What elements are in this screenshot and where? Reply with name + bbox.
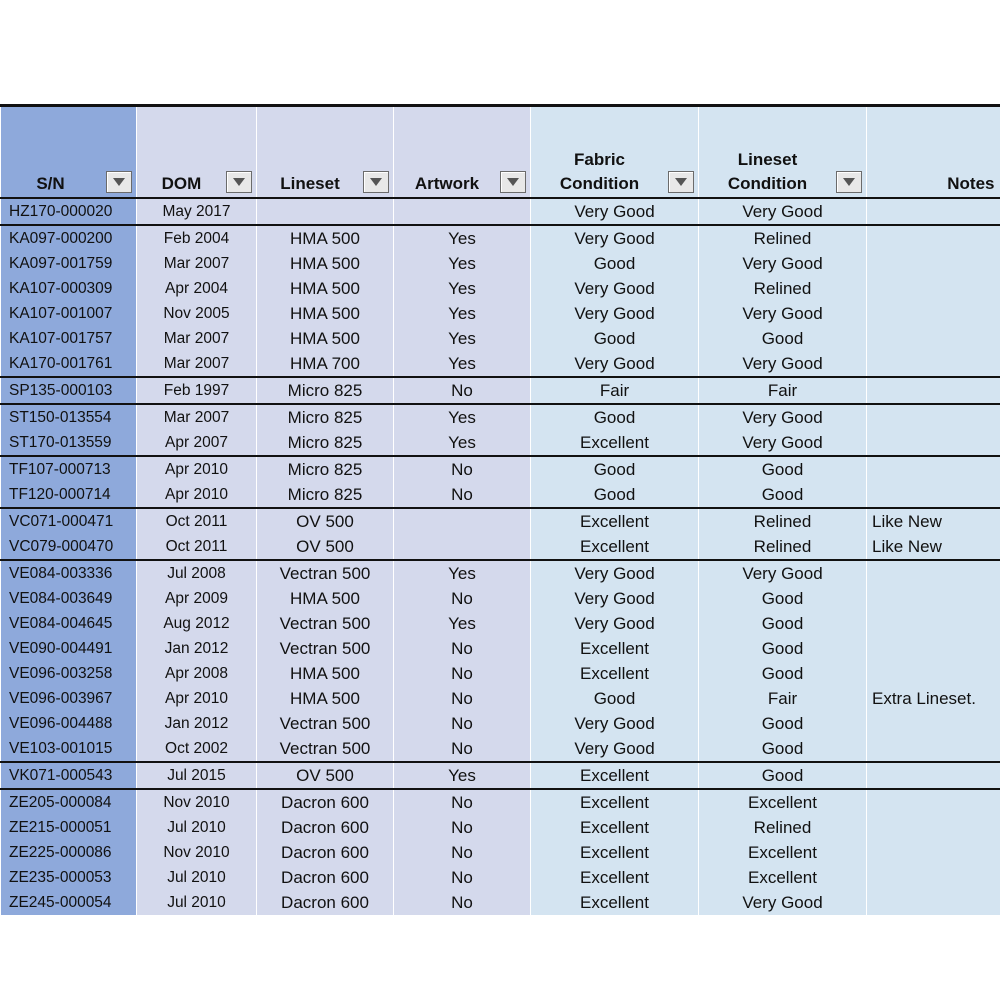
- cell-lineset[interactable]: HMA 500: [257, 326, 394, 351]
- cell-lineset-condition[interactable]: Very Good: [699, 404, 867, 430]
- header-lineset-cond-line1: Lineset: [737, 150, 798, 169]
- cell-sn[interactable]: ST170-013559: [1, 430, 137, 456]
- cell-dom[interactable]: Apr 2010: [137, 482, 257, 508]
- cell-notes[interactable]: [867, 301, 1000, 326]
- filter-lineset-dropdown-icon[interactable]: [363, 171, 389, 193]
- table-row: [1, 404, 1000, 430]
- table-row: [1, 865, 1000, 890]
- cell-notes[interactable]: [867, 789, 1000, 815]
- cell-lineset[interactable]: [257, 198, 394, 225]
- cell-dom[interactable]: Jul 2010: [137, 890, 257, 915]
- cell-lineset[interactable]: Vectran 500: [257, 636, 394, 661]
- cell-artwork[interactable]: Yes: [394, 560, 531, 586]
- table-row: [1, 326, 1000, 351]
- cell-fabric-condition[interactable]: Excellent: [531, 636, 699, 661]
- cell-sn[interactable]: TF120-000714: [1, 482, 137, 508]
- cell-lineset-condition[interactable]: Relined: [699, 815, 867, 840]
- cell-fabric-condition[interactable]: Very Good: [531, 736, 699, 762]
- header-fabric-line1: Fabric: [573, 150, 626, 169]
- cell-artwork[interactable]: No: [394, 736, 531, 762]
- cell-dom[interactable]: Jan 2012: [137, 711, 257, 736]
- cell-fabric-condition[interactable]: Excellent: [531, 762, 699, 789]
- cell-lineset[interactable]: HMA 500: [257, 225, 394, 251]
- table-row: [1, 351, 1000, 377]
- cell-dom[interactable]: Nov 2010: [137, 840, 257, 865]
- cell-fabric-condition[interactable]: Very Good: [531, 225, 699, 251]
- cell-notes[interactable]: [867, 636, 1000, 661]
- cell-lineset-condition[interactable]: Good: [699, 482, 867, 508]
- cell-dom[interactable]: Jul 2008: [137, 560, 257, 586]
- cell-lineset[interactable]: Dacron 600: [257, 865, 394, 890]
- cell-dom[interactable]: Oct 2011: [137, 508, 257, 534]
- cell-fabric-condition[interactable]: Excellent: [531, 789, 699, 815]
- filter-artwork-dropdown-icon[interactable]: [500, 171, 526, 193]
- cell-artwork[interactable]: Yes: [394, 251, 531, 276]
- cell-artwork[interactable]: No: [394, 661, 531, 686]
- cell-sn[interactable]: VC071-000471: [1, 508, 137, 534]
- cell-dom[interactable]: Apr 2010: [137, 686, 257, 711]
- cell-notes[interactable]: [867, 586, 1000, 611]
- cell-notes[interactable]: [867, 456, 1000, 482]
- table-row: [1, 198, 1000, 225]
- cell-notes[interactable]: [867, 762, 1000, 789]
- cell-lineset[interactable]: Vectran 500: [257, 611, 394, 636]
- cell-dom[interactable]: Nov 2010: [137, 789, 257, 815]
- cell-artwork[interactable]: No: [394, 865, 531, 890]
- table-row: [1, 840, 1000, 865]
- cell-dom[interactable]: Feb 1997: [137, 377, 257, 404]
- cell-dom[interactable]: Mar 2007: [137, 351, 257, 377]
- cell-sn[interactable]: VE084-003649: [1, 586, 137, 611]
- cell-lineset-condition[interactable]: Good: [699, 586, 867, 611]
- header-artwork: [394, 106, 531, 199]
- cell-sn[interactable]: VK071-000543: [1, 762, 137, 789]
- cell-lineset[interactable]: HMA 500: [257, 251, 394, 276]
- cell-lineset[interactable]: Dacron 600: [257, 815, 394, 840]
- cell-lineset[interactable]: HMA 500: [257, 586, 394, 611]
- cell-fabric-condition[interactable]: Excellent: [531, 534, 699, 560]
- cell-artwork[interactable]: No: [394, 482, 531, 508]
- cell-sn[interactable]: VE096-003967: [1, 686, 137, 711]
- cell-fabric-condition[interactable]: Excellent: [531, 865, 699, 890]
- table-row: [1, 611, 1000, 636]
- cell-artwork[interactable]: No: [394, 815, 531, 840]
- cell-dom[interactable]: Jul 2010: [137, 815, 257, 840]
- cell-lineset-condition[interactable]: Good: [699, 711, 867, 736]
- cell-sn[interactable]: ZE225-000086: [1, 840, 137, 865]
- cell-dom[interactable]: Jul 2015: [137, 762, 257, 789]
- table-row: [1, 736, 1000, 762]
- cell-notes[interactable]: [867, 482, 1000, 508]
- cell-lineset[interactable]: Micro 825: [257, 482, 394, 508]
- cell-notes[interactable]: [867, 404, 1000, 430]
- cell-lineset-condition[interactable]: Excellent: [699, 840, 867, 865]
- cell-artwork[interactable]: Yes: [394, 762, 531, 789]
- cell-notes[interactable]: [867, 736, 1000, 762]
- cell-artwork[interactable]: No: [394, 456, 531, 482]
- cell-lineset-condition[interactable]: Very Good: [699, 890, 867, 915]
- table-row: [1, 636, 1000, 661]
- cell-artwork[interactable]: No: [394, 636, 531, 661]
- table-row: [1, 276, 1000, 301]
- cell-notes[interactable]: [867, 430, 1000, 456]
- header-row: [1, 106, 1000, 199]
- header-dom-label: DOM: [161, 174, 202, 193]
- cell-dom[interactable]: Jan 2012: [137, 636, 257, 661]
- cell-lineset-condition[interactable]: Relined: [699, 276, 867, 301]
- cell-dom[interactable]: Apr 2004: [137, 276, 257, 301]
- table-row: [1, 534, 1000, 560]
- cell-fabric-condition[interactable]: Very Good: [531, 276, 699, 301]
- cell-notes[interactable]: [867, 377, 1000, 404]
- cell-sn[interactable]: KA107-001007: [1, 301, 137, 326]
- cell-notes[interactable]: [867, 611, 1000, 636]
- cell-fabric-condition[interactable]: Very Good: [531, 586, 699, 611]
- cell-artwork[interactable]: No: [394, 686, 531, 711]
- cell-artwork[interactable]: Yes: [394, 351, 531, 377]
- cell-notes[interactable]: [867, 661, 1000, 686]
- cell-sn[interactable]: VE096-004488: [1, 711, 137, 736]
- cell-sn[interactable]: ZE235-000053: [1, 865, 137, 890]
- cell-lineset-condition[interactable]: Good: [699, 736, 867, 762]
- cell-fabric-condition[interactable]: Very Good: [531, 301, 699, 326]
- cell-lineset-condition[interactable]: Very Good: [699, 560, 867, 586]
- cell-lineset[interactable]: Micro 825: [257, 430, 394, 456]
- spreadsheet-table: [0, 104, 1000, 915]
- table-row: [1, 661, 1000, 686]
- filter-lineset-condition-dropdown-icon[interactable]: [836, 171, 862, 193]
- cell-lineset[interactable]: Dacron 600: [257, 890, 394, 915]
- table-row: [1, 586, 1000, 611]
- cell-dom[interactable]: May 2017: [137, 198, 257, 225]
- cell-notes[interactable]: [867, 890, 1000, 915]
- header-notes: [867, 106, 1000, 199]
- cell-notes[interactable]: [867, 326, 1000, 351]
- table-row: [1, 430, 1000, 456]
- cell-notes[interactable]: [867, 711, 1000, 736]
- cell-lineset-condition[interactable]: Excellent: [699, 865, 867, 890]
- cell-notes[interactable]: [867, 276, 1000, 301]
- cell-lineset-condition[interactable]: Relined: [699, 508, 867, 534]
- cell-lineset-condition[interactable]: Very Good: [699, 351, 867, 377]
- cell-fabric-condition[interactable]: Good: [531, 326, 699, 351]
- cell-dom[interactable]: Feb 2004: [137, 225, 257, 251]
- cell-notes[interactable]: [867, 865, 1000, 890]
- cell-fabric-condition[interactable]: Good: [531, 456, 699, 482]
- cell-lineset[interactable]: HMA 500: [257, 301, 394, 326]
- cell-dom[interactable]: Aug 2012: [137, 611, 257, 636]
- cell-sn[interactable]: ZE215-000051: [1, 815, 137, 840]
- cell-lineset[interactable]: HMA 700: [257, 351, 394, 377]
- cell-lineset[interactable]: Vectran 500: [257, 736, 394, 762]
- cell-fabric-condition[interactable]: Excellent: [531, 430, 699, 456]
- cell-lineset-condition[interactable]: Very Good: [699, 430, 867, 456]
- header-lineset-condition: [699, 106, 867, 199]
- cell-sn[interactable]: ZE245-000054: [1, 890, 137, 915]
- cell-lineset[interactable]: HMA 500: [257, 661, 394, 686]
- cell-lineset[interactable]: Vectran 500: [257, 711, 394, 736]
- table-row: [1, 225, 1000, 251]
- cell-sn[interactable]: VE084-003336: [1, 560, 137, 586]
- cell-artwork[interactable]: No: [394, 890, 531, 915]
- cell-artwork[interactable]: Yes: [394, 404, 531, 430]
- cell-notes[interactable]: [867, 251, 1000, 276]
- header-notes-label: Notes: [947, 174, 995, 193]
- cell-notes[interactable]: [867, 560, 1000, 586]
- cell-dom[interactable]: Apr 2007: [137, 430, 257, 456]
- cell-sn[interactable]: SP135-000103: [1, 377, 137, 404]
- table-row: [1, 686, 1000, 711]
- cell-sn[interactable]: VE090-004491: [1, 636, 137, 661]
- cell-sn[interactable]: HZ170-000020: [1, 198, 137, 225]
- table-row: [1, 456, 1000, 482]
- cell-artwork[interactable]: [394, 198, 531, 225]
- header-sn-label: S/N: [36, 174, 65, 193]
- cell-lineset[interactable]: OV 500: [257, 508, 394, 534]
- cell-dom[interactable]: Mar 2007: [137, 251, 257, 276]
- cell-dom[interactable]: Apr 2008: [137, 661, 257, 686]
- cell-sn[interactable]: TF107-000713: [1, 456, 137, 482]
- header-fabric-condition: [531, 106, 699, 199]
- cell-lineset-condition[interactable]: Good: [699, 636, 867, 661]
- table-row: [1, 762, 1000, 789]
- cell-notes[interactable]: Like New: [867, 534, 1000, 560]
- table-row: [1, 711, 1000, 736]
- table-row: [1, 508, 1000, 534]
- cell-artwork[interactable]: Yes: [394, 430, 531, 456]
- cell-lineset-condition[interactable]: Excellent: [699, 789, 867, 815]
- cell-artwork[interactable]: No: [394, 711, 531, 736]
- cell-sn[interactable]: ZE205-000084: [1, 789, 137, 815]
- cell-sn[interactable]: VC079-000470: [1, 534, 137, 560]
- cell-artwork[interactable]: Yes: [394, 326, 531, 351]
- cell-fabric-condition[interactable]: Fair: [531, 377, 699, 404]
- cell-lineset-condition[interactable]: Very Good: [699, 301, 867, 326]
- cell-lineset[interactable]: OV 500: [257, 762, 394, 789]
- header-artwork-label: Artwork: [414, 174, 480, 193]
- cell-sn[interactable]: VE084-004645: [1, 611, 137, 636]
- cell-lineset-condition[interactable]: Relined: [699, 225, 867, 251]
- cell-notes[interactable]: [867, 198, 1000, 225]
- cell-fabric-condition[interactable]: Excellent: [531, 815, 699, 840]
- header-fabric-line2: Condition: [559, 174, 640, 193]
- cell-sn[interactable]: KA097-000200: [1, 225, 137, 251]
- cell-artwork[interactable]: [394, 534, 531, 560]
- cell-notes[interactable]: [867, 225, 1000, 251]
- table-row: [1, 301, 1000, 326]
- cell-fabric-condition[interactable]: Excellent: [531, 890, 699, 915]
- table-row: [1, 789, 1000, 815]
- cell-artwork[interactable]: [394, 508, 531, 534]
- filter-sn-dropdown-icon[interactable]: [106, 171, 132, 193]
- cell-lineset-condition[interactable]: Fair: [699, 686, 867, 711]
- cell-dom[interactable]: Jul 2010: [137, 865, 257, 890]
- cell-sn[interactable]: VE096-003258: [1, 661, 137, 686]
- table-row: [1, 815, 1000, 840]
- cell-fabric-condition[interactable]: Excellent: [531, 661, 699, 686]
- cell-artwork[interactable]: No: [394, 586, 531, 611]
- cell-dom[interactable]: Mar 2007: [137, 404, 257, 430]
- cell-lineset[interactable]: Micro 825: [257, 456, 394, 482]
- cell-sn[interactable]: KA107-000309: [1, 276, 137, 301]
- cell-sn[interactable]: KA170-001761: [1, 351, 137, 377]
- table-row: [1, 377, 1000, 404]
- cell-fabric-condition[interactable]: Good: [531, 251, 699, 276]
- cell-lineset[interactable]: Dacron 600: [257, 840, 394, 865]
- cell-lineset[interactable]: HMA 500: [257, 276, 394, 301]
- cell-fabric-condition[interactable]: Very Good: [531, 198, 699, 225]
- table-row: [1, 560, 1000, 586]
- cell-lineset[interactable]: Micro 825: [257, 404, 394, 430]
- cell-lineset[interactable]: OV 500: [257, 534, 394, 560]
- header-lineset-cond-line2: Condition: [727, 174, 808, 193]
- filter-fabric-condition-dropdown-icon[interactable]: [668, 171, 694, 193]
- cell-notes[interactable]: [867, 840, 1000, 865]
- cell-fabric-condition[interactable]: Good: [531, 686, 699, 711]
- cell-dom[interactable]: Nov 2005: [137, 301, 257, 326]
- header-dom: [137, 106, 257, 199]
- cell-lineset[interactable]: Micro 825: [257, 377, 394, 404]
- cell-fabric-condition[interactable]: Good: [531, 482, 699, 508]
- cell-artwork[interactable]: Yes: [394, 276, 531, 301]
- cell-artwork[interactable]: Yes: [394, 301, 531, 326]
- cell-artwork[interactable]: No: [394, 840, 531, 865]
- cell-lineset-condition[interactable]: Good: [699, 762, 867, 789]
- table-row: [1, 890, 1000, 915]
- cell-sn[interactable]: VE103-001015: [1, 736, 137, 762]
- cell-dom[interactable]: Apr 2010: [137, 456, 257, 482]
- cell-lineset-condition[interactable]: Very Good: [699, 251, 867, 276]
- cell-lineset-condition[interactable]: Relined: [699, 534, 867, 560]
- cell-fabric-condition[interactable]: Very Good: [531, 560, 699, 586]
- cell-artwork[interactable]: No: [394, 377, 531, 404]
- cell-lineset-condition[interactable]: Very Good: [699, 198, 867, 225]
- cell-artwork[interactable]: Yes: [394, 225, 531, 251]
- cell-fabric-condition[interactable]: Good: [531, 404, 699, 430]
- cell-lineset-condition[interactable]: Fair: [699, 377, 867, 404]
- cell-sn[interactable]: KA107-001757: [1, 326, 137, 351]
- filter-dom-dropdown-icon[interactable]: [226, 171, 252, 193]
- cell-lineset[interactable]: Vectran 500: [257, 560, 394, 586]
- table-row: [1, 251, 1000, 276]
- table-body: [1, 198, 1000, 915]
- cell-notes[interactable]: Extra Lineset.: [867, 686, 1000, 711]
- cell-artwork[interactable]: No: [394, 789, 531, 815]
- cell-dom[interactable]: Oct 2011: [137, 534, 257, 560]
- cell-dom[interactable]: Oct 2002: [137, 736, 257, 762]
- cell-fabric-condition[interactable]: Very Good: [531, 711, 699, 736]
- cell-lineset-condition[interactable]: Good: [699, 326, 867, 351]
- header-lineset: [257, 106, 394, 199]
- cell-notes[interactable]: [867, 351, 1000, 377]
- cell-lineset-condition[interactable]: Good: [699, 661, 867, 686]
- cell-lineset[interactable]: Dacron 600: [257, 789, 394, 815]
- table-row: [1, 482, 1000, 508]
- cell-fabric-condition[interactable]: Very Good: [531, 351, 699, 377]
- cell-dom[interactable]: Apr 2009: [137, 586, 257, 611]
- cell-artwork[interactable]: Yes: [394, 611, 531, 636]
- header-sn: [1, 106, 137, 199]
- cell-notes[interactable]: [867, 815, 1000, 840]
- cell-sn[interactable]: ST150-013554: [1, 404, 137, 430]
- cell-lineset-condition[interactable]: Good: [699, 456, 867, 482]
- cell-sn[interactable]: KA097-001759: [1, 251, 137, 276]
- cell-lineset-condition[interactable]: Good: [699, 611, 867, 636]
- cell-dom[interactable]: Mar 2007: [137, 326, 257, 351]
- cell-lineset[interactable]: HMA 500: [257, 686, 394, 711]
- cell-fabric-condition[interactable]: Very Good: [531, 611, 699, 636]
- cell-fabric-condition[interactable]: Excellent: [531, 840, 699, 865]
- header-lineset-label: Lineset: [280, 174, 340, 193]
- cell-fabric-condition[interactable]: Excellent: [531, 508, 699, 534]
- cell-notes[interactable]: Like New: [867, 508, 1000, 534]
